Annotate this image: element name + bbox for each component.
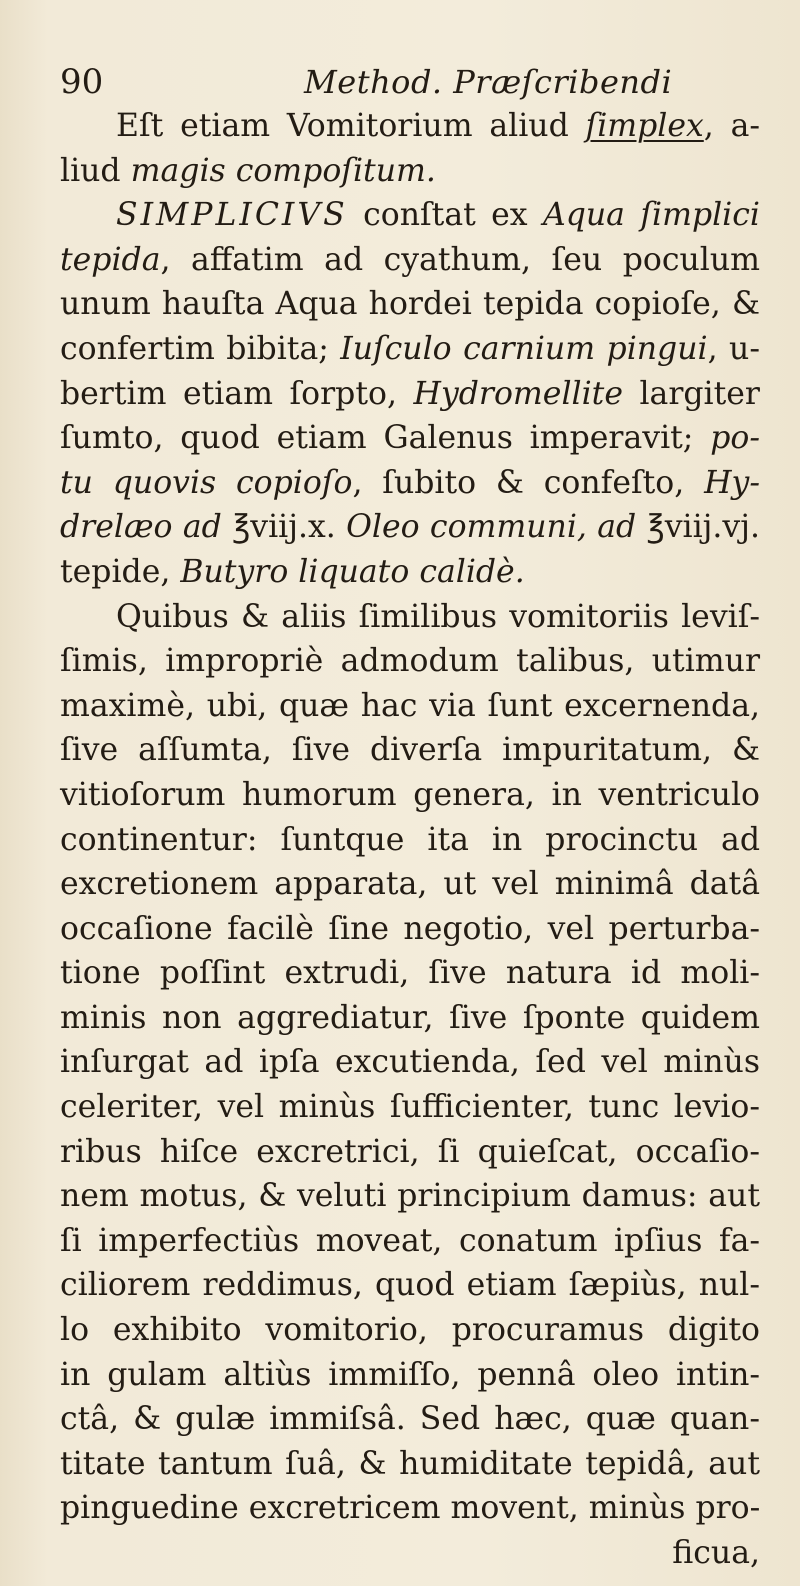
text-line <box>60 149 510 194</box>
text-segment: titate tantum ſuâ, & humiditate tepidâ, aut <box>60 1445 760 1482</box>
text-segment: Quibus & aliis ſimilibus vomitoriis leviſ- <box>116 598 760 635</box>
text-segment: continentur: ſuntque ita in procinctu ad <box>60 821 760 858</box>
text-segment: ſumto, quod etiam Galenus imperavit; <box>60 420 711 457</box>
running-title: Method. Præſcribendi <box>304 63 673 101</box>
text-line <box>60 327 760 372</box>
text-segment: largiter <box>622 375 760 412</box>
text-line <box>60 461 760 506</box>
text-line <box>60 1442 760 1487</box>
text-line <box>60 1308 760 1353</box>
text-line <box>60 1085 760 1130</box>
text-segment: in gulam altiùs immiſſo, pennâ oleo intin- <box>60 1356 760 1393</box>
text-segment: ſimis, impropriè admodum talibus, utimur <box>60 643 760 680</box>
text-segment: , affatim ad cyathum, ſeu poculum <box>160 241 760 278</box>
text-line <box>60 1531 760 1576</box>
text-line <box>60 1263 760 1308</box>
text-segment: Hy- <box>704 464 760 501</box>
text-segment: bertim etiam ſorpto, <box>60 375 414 412</box>
text-segment: ſive aſſumta, ſive diverſa impuritatum, & <box>60 732 760 769</box>
running-head <box>52 62 752 106</box>
text-line <box>60 193 760 238</box>
text-segment: ficua, <box>672 1535 760 1571</box>
text-segment: drelæo ad <box>60 509 222 546</box>
text-line <box>60 684 760 729</box>
body-text <box>60 104 760 1576</box>
text-segment: vitioſorum humorum genera, in ventriculo <box>60 776 760 813</box>
text-segment: , ſubito & confeſto, <box>352 464 705 501</box>
text-line <box>60 595 760 640</box>
text-segment: celeriter, vel minùs ſufficienter, tunc levio- <box>60 1089 760 1126</box>
text-segment: po- <box>710 420 760 457</box>
text-segment: tu quovis copioſo <box>60 464 353 501</box>
text-segment: maximè, ubi, quæ hac via ſunt excernenda, <box>60 687 760 724</box>
text-line <box>60 1397 760 1442</box>
text-line <box>60 104 760 149</box>
text-segment: unum hauſta Aqua hordei tepida copioſe, & <box>60 286 760 323</box>
text-segment: excretionem apparata, ut vel minimâ datâ <box>60 866 760 903</box>
text-line <box>60 505 760 550</box>
text-segment: nem motus, & veluti principium damus: aut <box>60 1178 760 1215</box>
text-line <box>60 951 760 996</box>
text-segment: Hydromellite <box>413 375 623 412</box>
text-segment: magis compoſitum. <box>130 152 436 189</box>
page-number: 90 <box>60 62 104 102</box>
text-segment: liud <box>60 152 131 189</box>
text-segment: , a- <box>703 108 760 144</box>
text-line <box>60 416 760 461</box>
text-segment: pinguedine excretricem movent, minùs pro- <box>60 1490 761 1527</box>
text-segment: ſi imperfectiùs moveat, conatum ipſius fa- <box>60 1222 760 1259</box>
text-segment: , u- <box>707 330 760 367</box>
text-segment: ſimplex <box>585 108 704 144</box>
text-segment: ciliorem reddimus, quod etiam ſæpiùs, nul- <box>60 1267 760 1304</box>
text-segment: ctâ, & gulæ immiſsâ. Sed hæc, quæ quan- <box>60 1401 760 1438</box>
text-line <box>60 639 760 684</box>
text-line <box>60 996 760 1041</box>
text-line <box>60 1353 760 1398</box>
text-line <box>60 550 525 595</box>
text-segment: ℥viij.x. <box>221 509 347 546</box>
text-line <box>60 282 760 327</box>
text-segment: inſurgat ad ipſa excutienda, ſed vel minùs <box>60 1044 760 1081</box>
text-segment: Eſt etiam Vomitorium aliud <box>116 108 586 144</box>
text-line <box>60 728 760 773</box>
text-segment: Aqua ſimplici <box>542 197 760 234</box>
text-segment: conſtat ex <box>347 197 543 234</box>
text-line <box>60 1130 760 1175</box>
text-segment: lo exhibito vomitorio, procuramus digito <box>60 1312 760 1349</box>
text-segment: minis non aggrediatur, ſive ſponte quidem <box>60 999 760 1036</box>
text-line <box>60 862 760 907</box>
text-segment: ribus hiſce excretrici, ſi quieſcat, occaſio- <box>60 1133 760 1170</box>
text-segment: Butyro liquato calidè. <box>180 553 525 590</box>
text-line <box>60 1174 760 1219</box>
text-segment: Oleo communi, ad <box>346 509 637 546</box>
text-line <box>60 907 760 952</box>
text-line <box>60 1486 760 1531</box>
text-line <box>60 818 760 863</box>
text-segment: tepide, <box>60 553 181 590</box>
text-line <box>60 1040 760 1085</box>
text-segment: ℥viij.vj. <box>636 509 761 546</box>
text-line <box>60 1219 760 1264</box>
text-segment: occaſione facilè ſine negotio, vel perturba- <box>60 910 760 947</box>
text-segment: confertim bibita; <box>60 330 341 367</box>
text-segment: SIMPLICIVS <box>116 197 348 234</box>
text-segment: tepida <box>60 241 161 278</box>
text-line <box>60 372 760 417</box>
text-segment: tione poſſint extrudi, ſive natura id moli- <box>60 955 760 992</box>
text-segment: Iuſculo carnium pingui <box>340 330 708 367</box>
text-line <box>60 238 760 283</box>
text-line <box>60 773 760 818</box>
